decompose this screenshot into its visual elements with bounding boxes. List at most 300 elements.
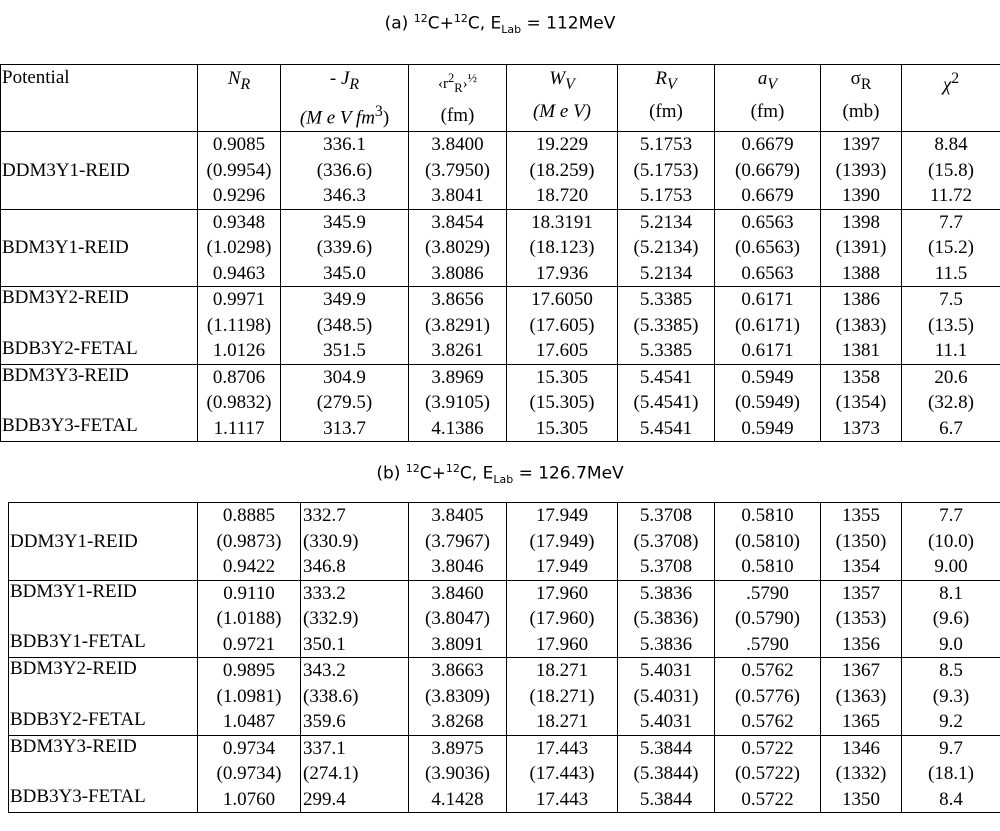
cell-value: 0.9463 [212,262,266,284]
cell-value: 17.6050 [531,289,593,311]
table-a [0,64,1000,442]
cell-value: 313.7 [323,417,366,439]
cell-value: (5.3708) [633,530,699,552]
cell-value: 5.1753 [639,185,693,207]
cell-value: 304.9 [323,366,366,388]
cell-value: 345.0 [323,262,366,284]
potential-label [9,658,198,736]
value-cell [902,503,1000,581]
cell-value: 17.949 [535,556,589,577]
cell-value: 5.3836 [639,633,693,655]
value-cell [198,132,281,210]
value-cell [409,209,507,287]
cell-value: 9.00 [934,556,968,577]
value-cell [715,503,821,581]
cell-value: 17.949 [535,505,589,526]
table-row [1,287,1000,365]
value-cell [715,364,821,442]
cell-value: 343.2 [303,660,346,681]
value-cell [715,287,821,365]
cell-value: (32.8) [928,392,974,414]
potential-name: BDB3Y1-FETAL [10,631,146,652]
cell-value: 18.720 [535,185,589,207]
table-row [9,658,1000,736]
potential-name: BDB3Y2-FETAL [2,337,138,359]
table-a-header-row [1,65,1000,132]
cell-value: 3.8656 [431,289,484,311]
cell-value: 359.6 [303,711,346,732]
cell-value: 0.9296 [212,185,266,207]
caption-text: C+ [419,463,446,484]
cell-value: 1388 [842,262,880,284]
cell-value: (0.6563) [735,237,800,259]
cell-value: (5.4541) [633,392,699,414]
cell-value: (3.8291) [425,314,490,336]
header-rv: $R_V$ (fm) [618,65,715,132]
cell-value: (1.0298) [206,237,272,259]
cell-value: 5.3708 [639,556,693,577]
value-cell [821,132,902,210]
value-cell [618,287,715,365]
cell-value: 9.2 [939,711,963,732]
cell-value: 351.5 [323,340,366,362]
value-cell [618,364,715,442]
cell-value: 11.72 [929,185,973,207]
value-cell [281,364,409,442]
cell-value: 0.5762 [741,660,794,681]
potential-label [9,735,198,813]
cell-value: (3.7950) [425,159,490,181]
cell-value: 3.8454 [431,211,484,233]
cell-value: (0.5949) [735,392,800,414]
header-chi2: $\chi^2$ [902,65,1000,132]
value-cell [715,580,821,658]
value-cell [281,287,409,365]
value-cell [198,503,301,581]
header-jr: - $J_R$ (M e V $fm^3$) [281,65,409,132]
cell-value: 0.9734 [222,737,276,759]
potential-label [1,287,198,365]
cell-value: (9.6) [932,608,970,629]
cell-value: (5.4031) [633,685,699,707]
cell-value: 5.3385 [639,340,693,362]
cell-value: .5790 [746,582,789,604]
value-cell [902,580,1000,658]
cell-value: 17.960 [535,633,589,655]
cell-value: (1332) [835,763,887,784]
value-cell [821,209,902,287]
caption-text: C, E [467,13,502,34]
cell-value: 3.8041 [431,185,484,207]
cell-value: 0.6679 [741,134,794,156]
value-cell [821,735,902,813]
cell-value: (17.443) [529,763,595,784]
cell-value: (0.6679) [735,159,800,181]
value-cell [281,132,409,210]
cell-value: 18.271 [535,711,589,732]
value-cell [821,580,902,658]
cell-value: 0.6563 [741,262,794,284]
value-cell [198,364,281,442]
cell-value: (5.3385) [633,314,699,336]
cell-value: 346.3 [323,185,366,207]
cell-value: 5.4031 [639,660,693,681]
value-cell [507,658,618,736]
cell-value: 18.271 [535,660,589,681]
cell-value: (5.3844) [633,763,699,784]
cell-value: (5.1753) [633,159,699,181]
caption-sub: Lab [493,473,514,487]
cell-value: 7.5 [939,289,963,311]
cell-value: 5.3836 [639,582,693,604]
cell-value: 3.8091 [431,633,484,655]
cell-value: 5.3708 [639,505,693,526]
value-cell [618,735,715,813]
cell-value: 1386 [842,289,880,311]
cell-value: (17.605) [529,314,595,336]
cell-value: 0.9110 [223,582,275,604]
cell-value: 1397 [842,134,880,156]
cell-value: (336.6) [316,159,373,181]
value-cell [902,735,1000,813]
value-cell [507,735,618,813]
table-row [9,580,1000,658]
caption-text: = 112MeV [521,13,616,34]
cell-value: 11.5 [934,262,968,284]
cell-value: (1383) [835,314,887,336]
cell-value: 1390 [842,185,880,207]
cell-value: 332.7 [303,505,346,526]
cell-value: 6.7 [939,417,963,439]
cell-value: 15.305 [535,417,589,439]
header-rms-radius: $‹r^2_R›^{\frac{1}{2}}$ (fm) [409,65,507,132]
cell-value: (18.1) [928,763,974,784]
cell-value: (0.9832) [206,392,272,414]
cell-value: (1350) [835,530,887,552]
cell-value: 18.3191 [531,211,593,233]
caption-sup: 12 [445,462,460,475]
cell-value: 1367 [842,660,880,681]
header-av: $a_V$ (fm) [715,65,821,132]
cell-value: 17.605 [535,340,589,362]
caption-sup: 12 [405,462,420,475]
value-cell [301,503,409,581]
cell-value: 5.3844 [639,788,693,810]
cell-value: 346.8 [303,556,346,577]
value-cell [409,503,507,581]
table-row [9,503,1000,581]
cell-value: (338.6) [303,685,359,707]
cell-value: 4.1428 [431,788,484,810]
cell-value: (0.9954) [206,159,272,181]
potential-label [9,503,198,581]
value-cell [715,658,821,736]
cell-value: 8.4 [939,788,963,810]
value-cell [409,580,507,658]
potential-name: BDM3Y3-REID [2,364,129,386]
cell-value: 0.5722 [741,788,794,810]
cell-value: 0.6563 [741,211,794,233]
value-cell [821,658,902,736]
value-cell [409,364,507,442]
cell-value: (3.8309) [425,685,490,707]
value-cell [618,209,715,287]
value-cell [198,209,281,287]
cell-value: 5.4541 [639,366,693,388]
cell-value: 3.8663 [431,660,484,681]
value-cell [409,132,507,210]
caption-prefix: (a) [384,13,414,34]
value-cell [507,209,618,287]
value-cell [198,580,301,658]
cell-value: 20.6 [934,366,968,388]
value-cell [715,209,821,287]
caption-sup: 12 [453,12,468,25]
table-row [9,735,1000,813]
cell-value: 3.8086 [431,262,484,284]
cell-value: 3.8460 [431,582,484,604]
value-cell [618,580,715,658]
cell-value: 17.443 [535,788,589,810]
cell-value: 1354 [842,556,880,577]
cell-value: 9.7 [939,737,963,759]
cell-value: 15.305 [535,366,589,388]
cell-value: (0.9873) [216,530,282,552]
potential-name: BDM3Y2-REID [10,658,137,679]
caption-text: = 126.7MeV [513,463,624,484]
value-cell [301,580,409,658]
cell-value: (274.1) [303,763,359,784]
potential-name: DDM3Y1-REID [10,530,138,552]
cell-value: 4.1386 [431,417,484,439]
cell-value: (10.0) [928,530,974,552]
cell-value: 19.229 [535,134,589,156]
value-cell [507,132,618,210]
cell-value: (17.960) [529,608,595,629]
cell-value: 3.8268 [431,711,484,732]
cell-value: 299.4 [303,788,346,810]
cell-value: 0.5722 [741,737,794,759]
cell-value: (18.123) [529,237,595,259]
table-row [1,364,1000,442]
cell-value: (1.1198) [206,314,272,336]
value-cell [902,209,1000,287]
cell-value: 5.4541 [639,417,693,439]
cell-value: 17.960 [535,582,589,604]
cell-value: (330.9) [303,530,359,552]
table-row [1,132,1000,210]
cell-value: 0.6171 [741,340,794,362]
table-row [1,209,1000,287]
cell-value: 1.0487 [222,711,276,732]
cell-value: (348.5) [316,314,373,336]
cell-value: (0.5722) [735,763,800,784]
potential-name: BDM3Y3-REID [10,735,137,757]
header-wv: $W_V$ (M e V) [507,65,618,132]
cell-value: (1363) [835,685,887,707]
potential-name: BDB3Y2-FETAL [10,708,146,730]
cell-value: (9.3) [932,685,970,707]
value-cell [409,658,507,736]
value-cell [618,132,715,210]
cell-value: 1355 [842,505,880,526]
cell-value: (15.305) [529,392,595,414]
cell-value: 0.8885 [222,505,276,526]
value-cell [902,287,1000,365]
cell-value: 350.1 [303,633,346,655]
table-b-caption [0,462,1000,486]
cell-value: 1398 [842,211,880,233]
cell-value: 8.5 [939,660,963,681]
cell-value: 17.443 [535,737,589,759]
cell-value: (1.0188) [216,608,282,629]
cell-value: 345.9 [323,211,366,233]
caption-text: C, E [459,463,494,484]
cell-value: 7.7 [939,505,963,526]
value-cell [198,287,281,365]
caption-text: C+ [427,13,454,34]
cell-value: 333.2 [303,582,346,604]
cell-value: 349.9 [323,289,366,311]
cell-value: 3.8046 [431,556,484,577]
cell-value: 0.5949 [741,366,794,388]
cell-value: 1357 [842,582,880,604]
cell-value: (1353) [835,608,887,629]
cell-value: 8.84 [934,134,968,156]
cell-value: 1365 [842,711,880,732]
cell-value: 0.9085 [212,134,266,156]
value-cell [301,735,409,813]
value-cell [715,132,821,210]
value-cell [301,658,409,736]
cell-value: 0.5810 [741,505,794,526]
caption-sup: 12 [413,12,428,25]
potential-name: BDM3Y2-REID [2,287,129,309]
cell-value: 9.0 [939,633,963,655]
cell-value: 1346 [842,737,880,759]
cell-value: 0.6679 [741,185,794,207]
cell-value: (5.3836) [633,608,699,629]
value-cell [821,287,902,365]
cell-value: 337.1 [303,737,346,759]
cell-value: 1358 [842,366,880,388]
cell-value: 1381 [842,340,880,362]
cell-value: 0.9971 [212,289,266,311]
cell-value: 0.9348 [212,211,266,233]
cell-value: (3.7967) [425,530,490,552]
cell-value: (1391) [835,237,887,259]
cell-value: 7.7 [939,211,963,233]
cell-value: (0.5790) [735,608,800,629]
cell-value: (3.9036) [425,763,490,784]
potential-label [1,132,198,210]
cell-value: 0.5810 [741,556,794,577]
cell-value: (0.6171) [735,314,800,336]
cell-value: (1.0981) [216,685,282,707]
header-nr: $N_R$ [198,65,281,132]
cell-value: 3.8969 [431,366,484,388]
value-cell [715,735,821,813]
cell-value: 3.8405 [431,505,484,526]
potential-name: BDM3Y1-REID [10,580,137,602]
table-a-caption [0,12,1000,36]
header-potential: Potential [1,65,198,132]
potential-name: BDM3Y1-REID [2,237,129,259]
cell-value: 0.8706 [212,366,266,388]
caption-prefix: (b) [376,463,406,484]
cell-value: (1354) [835,392,887,414]
value-cell [198,658,301,736]
potential-label [1,364,198,442]
cell-value: 5.2134 [639,211,693,233]
cell-value: (3.9105) [425,392,490,414]
potential-label [9,580,198,658]
cell-value: 0.9895 [222,660,276,681]
cell-value: (18.259) [529,159,595,181]
cell-value: (0.5810) [735,530,800,552]
cell-value: (15.8) [928,159,974,181]
cell-value: 17.936 [535,262,589,284]
potential-label [1,209,198,287]
cell-value: 3.8400 [431,134,484,156]
cell-value: 5.1753 [639,134,693,156]
cell-value: 8.1 [939,582,963,604]
value-cell [281,209,409,287]
cell-value: (1393) [835,159,887,181]
cell-value: 1350 [842,788,880,810]
cell-value: (17.949) [529,530,595,552]
cell-value: (13.5) [928,314,974,336]
cell-value: 1356 [842,633,880,655]
cell-value: (279.5) [316,392,373,414]
value-cell [618,658,715,736]
value-cell [507,364,618,442]
value-cell [409,287,507,365]
cell-value: 336.1 [323,134,366,156]
cell-value: 5.3844 [639,737,693,759]
cell-value: 5.4031 [639,711,693,732]
cell-value: 0.5762 [741,711,794,732]
cell-value: (332.9) [303,608,359,629]
value-cell [821,364,902,442]
cell-value: (339.6) [316,237,373,259]
value-cell [409,735,507,813]
caption-sub: Lab [501,23,522,37]
cell-value: (15.2) [928,237,974,259]
value-cell [618,503,715,581]
cell-value: (18.271) [529,685,595,707]
cell-value: 1.0760 [222,788,276,810]
cell-value: (0.9734) [216,763,282,784]
table-b [8,502,1000,813]
value-cell [902,132,1000,210]
cell-value: 0.9422 [222,556,276,577]
potential-name: BDB3Y3-FETAL [2,415,138,437]
cell-value: 0.5949 [741,417,794,439]
value-cell [507,580,618,658]
value-cell [198,735,301,813]
cell-value: (3.8029) [425,237,490,259]
cell-value: (3.8047) [425,608,490,629]
value-cell [507,503,618,581]
cell-value: 1373 [842,417,880,439]
cell-value: 5.3385 [639,289,693,311]
cell-value: 1.1117 [213,417,265,439]
cell-value: 1.0126 [212,340,266,362]
cell-value: (5.2134) [633,237,699,259]
value-cell [902,364,1000,442]
value-cell [821,503,902,581]
